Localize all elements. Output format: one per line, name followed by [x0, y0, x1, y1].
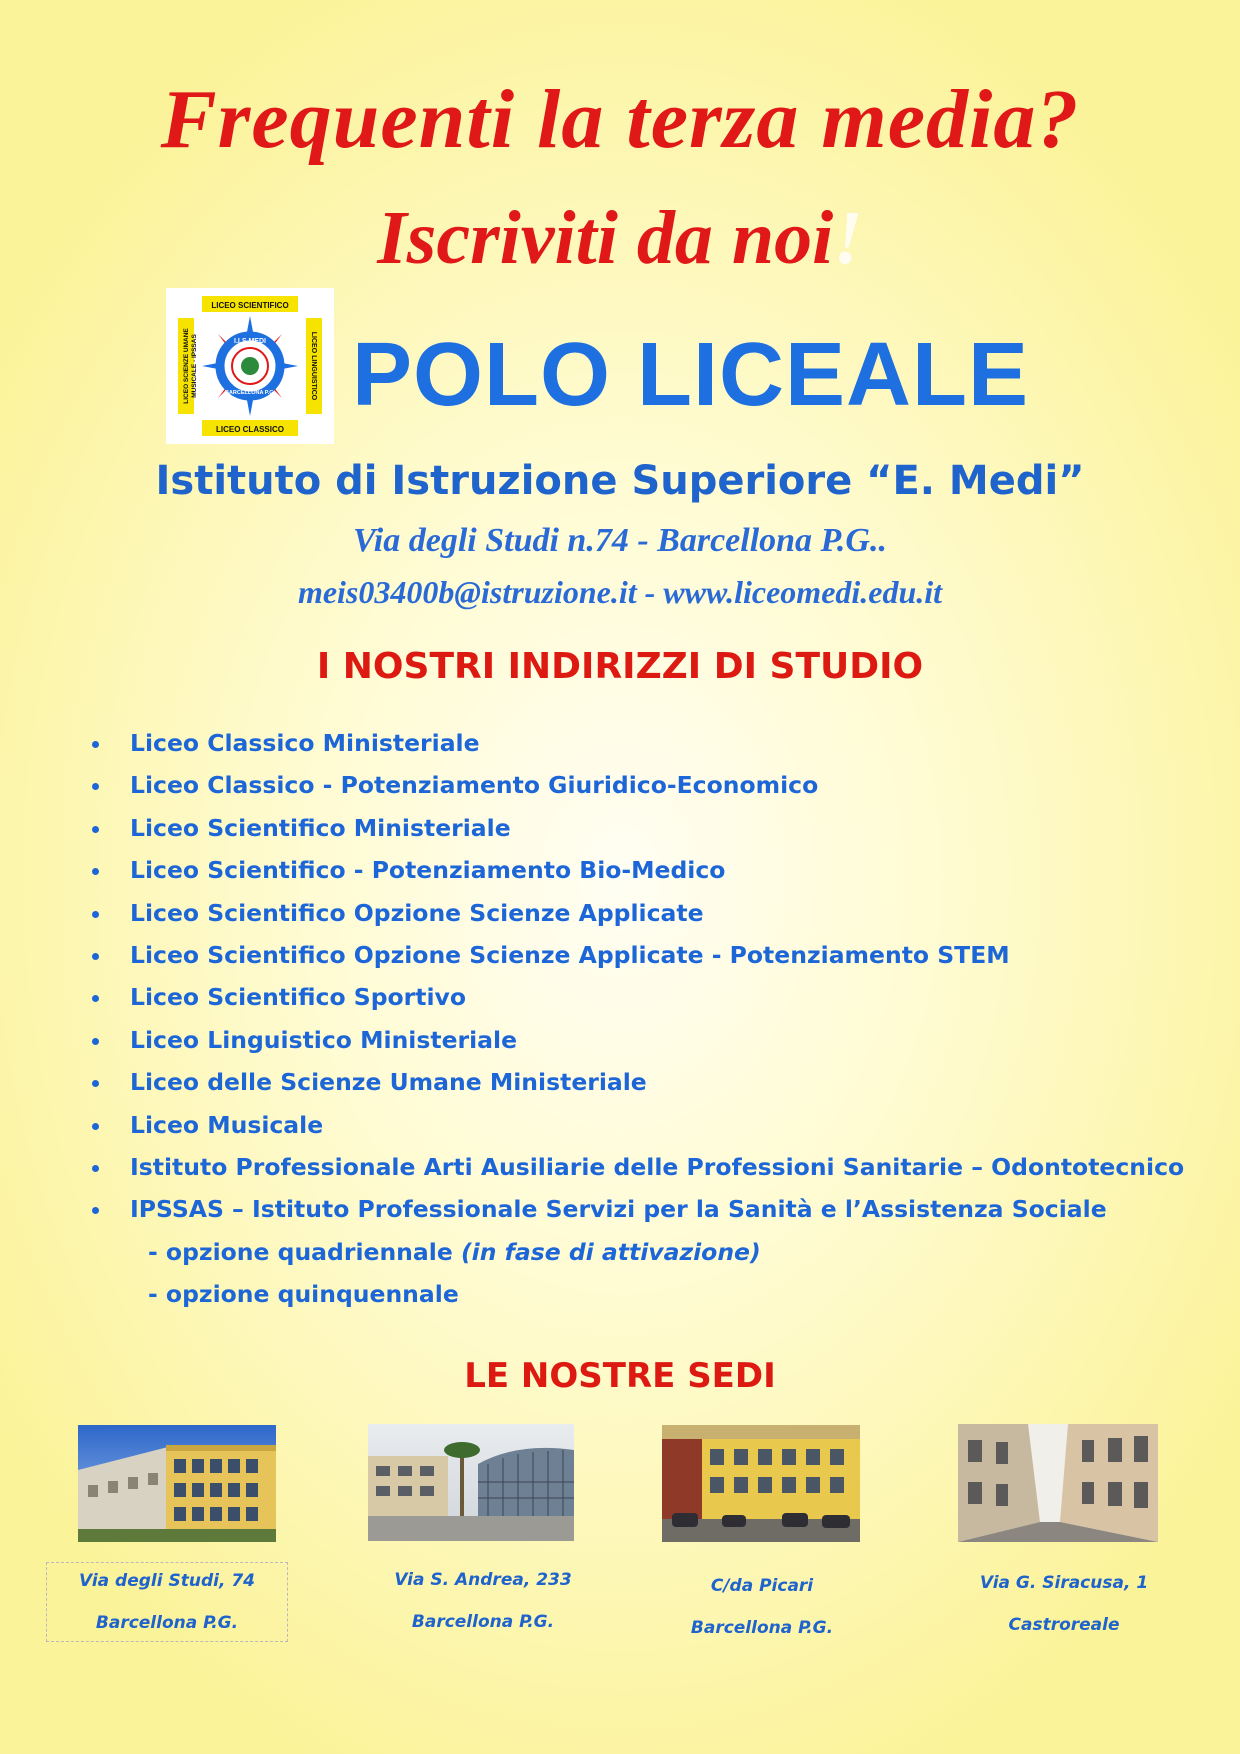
logo-text-top: LICEO SCIENTIFICO — [211, 301, 289, 310]
sede-city: Barcellona P.G. — [95, 1613, 239, 1633]
sede-caption-3 — [646, 1578, 878, 1662]
photo-sede-via-s-andrea — [368, 1424, 574, 1541]
course-item — [88, 849, 1208, 891]
logo-ring-bottom: BARCELLONA P.G. — [224, 390, 276, 396]
course-label: IPSSAS – Istituto Professionale Servizi per la Sanità e l’Assistenza Sociale — [130, 1195, 1107, 1224]
course-label: Liceo Musicale — [130, 1110, 324, 1139]
course-label: Liceo Scientifico - Potenziamento Bio-Medico — [130, 856, 726, 885]
course-label: Liceo Linguistico Ministeriale — [130, 1025, 518, 1054]
bullet-icon — [92, 1165, 99, 1172]
sede-city: Castroreale — [1008, 1615, 1120, 1635]
institute-address: Via degli Studi n.74 - Barcellona P.G.. — [352, 522, 887, 559]
course-item — [88, 1019, 1208, 1061]
course-item — [88, 1146, 1208, 1188]
sede-caption-2 — [368, 1572, 598, 1656]
logo-text-left2: MUSICALE - IPSSAS — [191, 334, 198, 398]
option-note: (in fase di attivazione) — [460, 1237, 761, 1266]
bullet-icon — [92, 1123, 99, 1130]
sede-street: Via degli Studi, 74 — [78, 1571, 256, 1591]
institute-name: Istituto di Istruzione Superiore “E. Medi” — [155, 458, 1085, 504]
option-label: - opzione quinquennale — [148, 1280, 459, 1309]
course-label: Liceo Classico Ministeriale — [130, 729, 480, 757]
bullet-icon — [92, 953, 99, 960]
bullet-icon — [92, 741, 99, 748]
sede-city: Barcellona P.G. — [690, 1618, 834, 1638]
sede-street: Via G. Siracusa, 1 — [979, 1573, 1149, 1593]
sede-street: Via S. Andrea, 233 — [394, 1570, 572, 1590]
photo-sede-via-degli-studi — [78, 1425, 276, 1542]
brand-name: POLO LICEALE — [352, 325, 1030, 425]
course-item — [88, 807, 1208, 849]
course-item — [88, 722, 1208, 764]
bullet-icon — [92, 1207, 99, 1214]
courses-heading: I NOSTRI INDIRIZZI DI STUDIO — [316, 646, 924, 687]
course-label: Liceo Classico - Potenziamento Giuridico-Economico — [130, 771, 819, 800]
course-item — [88, 934, 1208, 976]
course-option — [88, 1231, 1208, 1273]
logo-text-right: LICEO LINGUISTICO — [310, 331, 317, 401]
course-label: Liceo Scientifico Sportivo — [130, 983, 466, 1012]
course-item — [88, 1188, 1208, 1230]
bullet-icon — [92, 826, 99, 833]
logo-text-left: LICEO SCIENZE UMANE — [183, 328, 190, 404]
sede-city: Barcellona P.G. — [411, 1612, 555, 1632]
course-item — [88, 976, 1208, 1018]
bullet-icon — [92, 995, 99, 1002]
bullet-icon — [92, 783, 99, 790]
bullet-icon — [92, 1080, 99, 1087]
course-label: Liceo Scientifico Ministeriale — [130, 813, 511, 842]
courses-list — [88, 722, 1208, 1315]
headline-line2-text: Iscriviti da noi — [377, 196, 834, 280]
sede-caption-1 — [46, 1562, 288, 1642]
course-item — [88, 1104, 1208, 1146]
headline-line2 — [0, 196, 1240, 280]
school-logo — [166, 288, 334, 444]
logo-text-bottom: LICEO CLASSICO — [215, 425, 285, 434]
course-item — [88, 892, 1208, 934]
course-item — [88, 1061, 1208, 1103]
course-item — [88, 764, 1208, 806]
course-label: Istituto Professionale Arti Ausiliarie delle Professioni Sanitarie – Odontotecnico — [130, 1152, 1185, 1181]
bullet-icon — [92, 868, 99, 875]
course-label: Liceo Scientifico Opzione Scienze Applicate — [130, 898, 704, 927]
bullet-icon — [92, 911, 99, 918]
sede-caption-4 — [946, 1575, 1182, 1659]
headline-line1: Frequenti la terza media? — [160, 73, 1080, 166]
course-option — [88, 1273, 1208, 1315]
sedi-heading: LE NOSTRE SEDI — [464, 1356, 776, 1396]
option-label: - opzione quadriennale — [148, 1237, 461, 1266]
headline-exclamation: ! — [833, 196, 863, 280]
photo-sede-via-g-siracusa — [958, 1424, 1158, 1542]
logo-ring-top: I.I.S.MEDI — [234, 338, 266, 345]
course-label: Liceo delle Scienze Umane Ministeriale — [130, 1068, 647, 1097]
bullet-icon — [92, 1038, 99, 1045]
sede-street: C/da Picari — [710, 1576, 814, 1596]
photo-sede-cda-picari — [662, 1425, 860, 1542]
institute-contacts[interactable]: meis03400b@istruzione.it - www.liceomedi.edu.it — [297, 574, 943, 610]
course-label: Liceo Scientifico Opzione Scienze Applicate - Potenziamento STEM — [130, 940, 1010, 969]
